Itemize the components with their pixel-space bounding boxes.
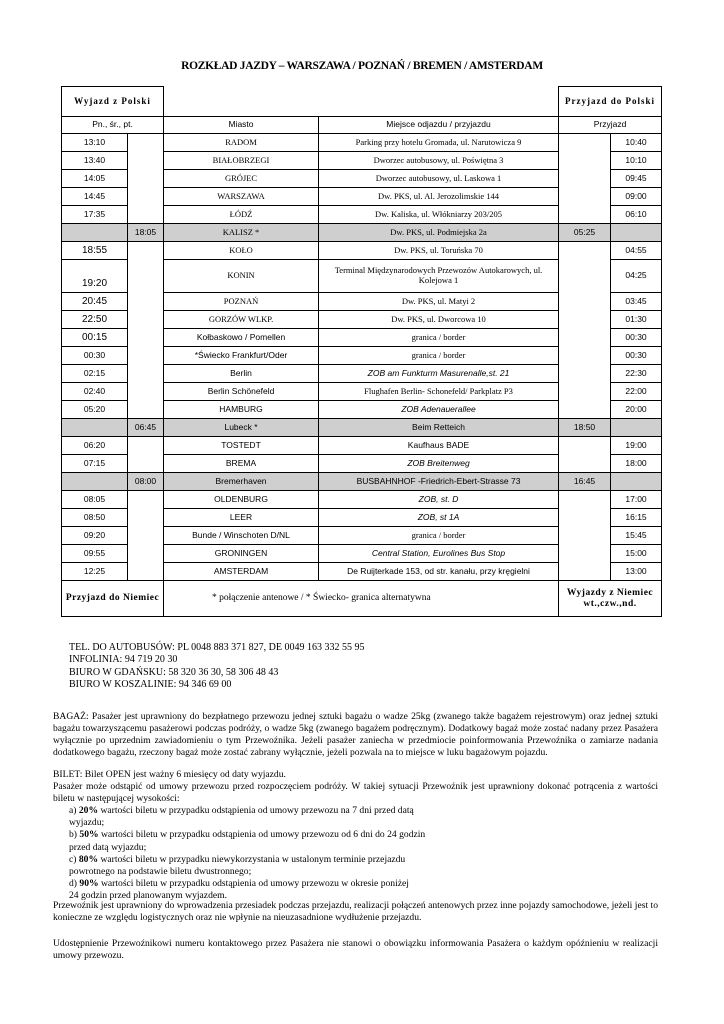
arrival-time: 00:30 bbox=[611, 329, 662, 347]
city-cell: GRÓJEC bbox=[164, 170, 319, 188]
departure-time: 00:15 bbox=[62, 329, 128, 347]
arrival-time: 17:00 bbox=[611, 491, 662, 509]
footer-arrival-de: Przyjazd do Niemiec bbox=[62, 581, 164, 617]
city-cell: OLDENBURG bbox=[164, 491, 319, 509]
departure-time: 22:50 bbox=[62, 311, 128, 329]
place-cell: Dw. PKS, ul. Al. Jerozolimskie 144 bbox=[319, 188, 559, 206]
header-city: Miasto bbox=[164, 117, 319, 134]
place-cell: Central Station, Eurolines Bus Stop bbox=[319, 545, 559, 563]
arrival-time: 10:10 bbox=[611, 152, 662, 170]
departure-time: 09:55 bbox=[62, 545, 128, 563]
ticket-line2: Pasażer może odstąpić od umowy przewozu przed rozpoczęciem podróży. W takiej sytuacji Przewoźnik jest uprawniony dokonać potrącenia z wartości biletu w następującej wysokości: bbox=[53, 781, 658, 805]
city-cell: Lubeck * bbox=[164, 419, 319, 437]
table-row bbox=[62, 473, 662, 491]
city-cell: KONIN bbox=[164, 260, 319, 293]
arrival-time: 04:55 bbox=[611, 242, 662, 260]
arrival-time: 20:00 bbox=[611, 401, 662, 419]
city-cell: GRONINGEN bbox=[164, 545, 319, 563]
departure-time: 06:20 bbox=[62, 437, 128, 455]
departure-time: 12:25 bbox=[62, 563, 128, 581]
header-departure-pl: Wyjazd z Polski bbox=[62, 87, 164, 117]
table-row bbox=[62, 242, 662, 260]
city-cell: Berlin Schönefeld bbox=[164, 383, 319, 401]
arrival-time: 22:30 bbox=[611, 365, 662, 383]
arrival-time: 04:25 bbox=[611, 260, 662, 293]
refund-item: b) 50% wartości biletu w przypadku odstąpienia od umowy przewozu od 6 dni do 24 godzin bbox=[69, 829, 426, 841]
arrival-time: 01:30 bbox=[611, 311, 662, 329]
place-cell: Terminal Międzynarodowych Przewozów Autokarowych, ul. Kolejowa 1 bbox=[319, 260, 559, 293]
place-cell: Beim Retteich bbox=[319, 419, 559, 437]
departure-time: 14:05 bbox=[62, 170, 128, 188]
departure-time: 18:55 bbox=[62, 242, 128, 260]
city-cell: KALISZ * bbox=[164, 224, 319, 242]
departure-time: 02:40 bbox=[62, 383, 128, 401]
refund-item-cont: przed datą wyjazdu; bbox=[69, 841, 147, 853]
arrival-time: 00:30 bbox=[611, 347, 662, 365]
departure-time: 00:30 bbox=[62, 347, 128, 365]
city-cell: RADOM bbox=[164, 134, 319, 152]
city-cell: TOSTEDT bbox=[164, 437, 319, 455]
place-cell: Kaufhaus BADE bbox=[319, 437, 559, 455]
table-row bbox=[62, 134, 662, 152]
departure-time: 17:35 bbox=[62, 206, 128, 224]
place-cell: BUSBAHNHOF -Friedrich-Ebert-Strasse 73 bbox=[319, 473, 559, 491]
refund-item-cont: 24 godzin przed planowanym wyjazdem. bbox=[69, 889, 227, 901]
departure-time: 09:20 bbox=[62, 527, 128, 545]
page-title: ROZKŁAD JAZDY – WARSZAWA / POZNAŃ / BREMEN / AMSTERDAM bbox=[181, 60, 543, 72]
header-days: Pn., śr., pt. bbox=[62, 117, 164, 134]
mid-arrival-time: 18:50 bbox=[559, 419, 611, 437]
place-cell: ZOB, st 1A bbox=[319, 509, 559, 527]
arrival-time: 03:45 bbox=[611, 293, 662, 311]
arrival-time: 16:15 bbox=[611, 509, 662, 527]
place-cell: ZOB am Funkturm Masurenalle,st. 21 bbox=[319, 365, 559, 383]
arrival-time: 15:00 bbox=[611, 545, 662, 563]
contact-text: Udostępnienie Przewoźnikowi numeru kontaktowego przez Pasażera nie stanowi o obowiązku informowania Pasażera o każdym opóźnieniu w realizacji umowy przewozu. bbox=[53, 938, 658, 962]
city-cell: KOŁO bbox=[164, 242, 319, 260]
contact-line: BIURO W KOSZALINIE: 94 346 69 00 bbox=[69, 678, 232, 690]
contact-line: BIURO W GDAŃSKU: 58 320 36 30, 58 306 48 43 bbox=[69, 666, 279, 678]
departure-time: 20:45 bbox=[62, 293, 128, 311]
place-cell: Parking przy hotelu Gromada, ul. Narutowicza 9 bbox=[319, 134, 559, 152]
timetable bbox=[61, 86, 662, 617]
city-cell: BREMA bbox=[164, 455, 319, 473]
table-row bbox=[62, 419, 662, 437]
header-place: Miejsce odjazdu / przyjazdu bbox=[319, 117, 559, 134]
mid-departure-time: 08:00 bbox=[128, 473, 164, 491]
contact-line: INFOLINIA: 94 719 20 30 bbox=[69, 654, 178, 666]
footer-departure-de: Wyjazdy z Niemiec wt.,czw.,nd. bbox=[559, 581, 662, 617]
contact-line: TEL. DO AUTOBUSÓW: PL 0048 883 371 827, DE 0049 163 332 55 95 bbox=[69, 642, 365, 653]
place-cell: ZOB Breitenweg bbox=[319, 455, 559, 473]
refund-item: c) 80% wartości biletu w przypadku niewykorzystania w ustalonym terminie przejazdu bbox=[69, 853, 406, 865]
baggage-section bbox=[53, 711, 658, 759]
place-cell: granica / border bbox=[319, 329, 559, 347]
place-cell: Dworzec autobusowy, ul. Laskowa 1 bbox=[319, 170, 559, 188]
mid-departure-time: 18:05 bbox=[128, 224, 164, 242]
table-row bbox=[62, 437, 662, 455]
contact-info-section bbox=[53, 938, 658, 962]
footer-note: * połączenie antenowe / * Świecko- granica alternatywna bbox=[164, 581, 559, 617]
city-cell: BIAŁOBRZEGI bbox=[164, 152, 319, 170]
city-cell: AMSTERDAM bbox=[164, 563, 319, 581]
place-cell: Dw. PKS, ul. Toruńska 70 bbox=[319, 242, 559, 260]
city-cell: Kołbaskowo / Pomellen bbox=[164, 329, 319, 347]
place-cell: ZOB Adenauerallee bbox=[319, 401, 559, 419]
mid-arrival-time: 16:45 bbox=[559, 473, 611, 491]
ticket-section bbox=[53, 769, 658, 902]
ticket-line1: BILET: Bilet OPEN jest ważny 6 miesięcy od daty wyjazdu. bbox=[53, 769, 286, 780]
place-cell: De Ruijterkade 153, od str. kanału, przy kręgielni bbox=[319, 563, 559, 581]
arrival-time: 22:00 bbox=[611, 383, 662, 401]
city-cell: *Świecko Frankfurt/Oder bbox=[164, 347, 319, 365]
table-row bbox=[62, 491, 662, 509]
baggage-text: BAGAŻ: Pasażer jest uprawniony do bezpłatnego przewozu jednej sztuki bagażu o wadze 25kg (zwanego także bagażem rejestrowym) oraz jednej sztuki bagażu towarzyszącemu pasażerowi podczas podróży, o wadze 5kg (zwanego bagażem podręcznym). Dodatkowy bagaż może zostać nadany przez Pasażera wyłącznie po uprzednim zawiadomieniu o tym Przewoźnika. Jeżeli pasażer zaniecha w przedmiocie poinformowania Przewoźnika o zamiarze nadania dodatkowego bagażu, rzeczony bagaż może zostać zabrany wyłącznie, jeżeli pozwala na to miejsce w luku bagażowym pojazdu. bbox=[53, 711, 658, 759]
mid-arrival-time: 05:25 bbox=[559, 224, 611, 242]
place-cell: ZOB, st. D bbox=[319, 491, 559, 509]
departure-time: 08:05 bbox=[62, 491, 128, 509]
arrival-time: 18:00 bbox=[611, 455, 662, 473]
departure-time: 13:10 bbox=[62, 134, 128, 152]
place-cell: Dw. PKS, ul. Matyi 2 bbox=[319, 293, 559, 311]
contacts bbox=[69, 642, 364, 691]
arrival-time: 09:45 bbox=[611, 170, 662, 188]
refund-item-cont: powrotnego na podstawie biletu dwustronnego; bbox=[69, 865, 252, 877]
city-cell: Bunde / Winschoten D/NL bbox=[164, 527, 319, 545]
place-cell: Dw. Kaliska, ul. Włókniarzy 203/205 bbox=[319, 206, 559, 224]
place-cell: granica / border bbox=[319, 347, 559, 365]
place-cell: Flughafen Berlin- Schonefeld/ Parkplatz P3 bbox=[319, 383, 559, 401]
refund-item-cont: wyjazdu; bbox=[69, 817, 105, 829]
arrival-time: 10:40 bbox=[611, 134, 662, 152]
arrival-time: 09:00 bbox=[611, 188, 662, 206]
place-cell: Dw. PKS, ul. Podmiejska 2a bbox=[319, 224, 559, 242]
carrier-text: Przewoźnik jest uprawniony do wprowadzenia przesiadek podczas przejazdu, realizacji połączeń antenowych przez inne pojazdy samochodowe, jeżeli jest to konieczne ze względu logistycznych oraz nie wpłynie na nieuzasadnione wydłużenie przejazdu. bbox=[53, 900, 658, 924]
mid-departure-time: 06:45 bbox=[128, 419, 164, 437]
place-cell: Dw. PKS, ul. Dworcowa 10 bbox=[319, 311, 559, 329]
city-cell: Berlin bbox=[164, 365, 319, 383]
city-cell: ŁÓDŹ bbox=[164, 206, 319, 224]
city-cell: POZNAŃ bbox=[164, 293, 319, 311]
refund-item: d) 90% wartości biletu w przypadku odstąpienia od umowy przewozu w okresie poniżej bbox=[69, 877, 409, 889]
table-row bbox=[62, 224, 662, 242]
arrival-time: 19:00 bbox=[611, 437, 662, 455]
refund-item: a) 20% wartości biletu w przypadku odstąpienia od umowy przewozu na 7 dni przed datą bbox=[69, 805, 414, 817]
departure-time: 19:20 bbox=[62, 260, 128, 293]
departure-time: 05:20 bbox=[62, 401, 128, 419]
departure-time: 14:45 bbox=[62, 188, 128, 206]
header-arrival-pl: Przyjazd do Polski bbox=[559, 87, 662, 117]
city-cell: GORZÓW WLKP. bbox=[164, 311, 319, 329]
carrier-section bbox=[53, 900, 658, 924]
arrival-time: 13:00 bbox=[611, 563, 662, 581]
departure-time: 02:15 bbox=[62, 365, 128, 383]
city-cell: HAMBURG bbox=[164, 401, 319, 419]
departure-time: 08:50 bbox=[62, 509, 128, 527]
arrival-time: 06:10 bbox=[611, 206, 662, 224]
city-cell: WARSZAWA bbox=[164, 188, 319, 206]
city-cell: LEER bbox=[164, 509, 319, 527]
arrival-time: 15:45 bbox=[611, 527, 662, 545]
header-arrival: Przyjazd bbox=[559, 117, 662, 134]
departure-time: 13:40 bbox=[62, 152, 128, 170]
city-cell: Bremerhaven bbox=[164, 473, 319, 491]
place-cell: Dworzec autobusowy, ul. Poświętna 3 bbox=[319, 152, 559, 170]
departure-time: 07:15 bbox=[62, 455, 128, 473]
place-cell: granica / border bbox=[319, 527, 559, 545]
